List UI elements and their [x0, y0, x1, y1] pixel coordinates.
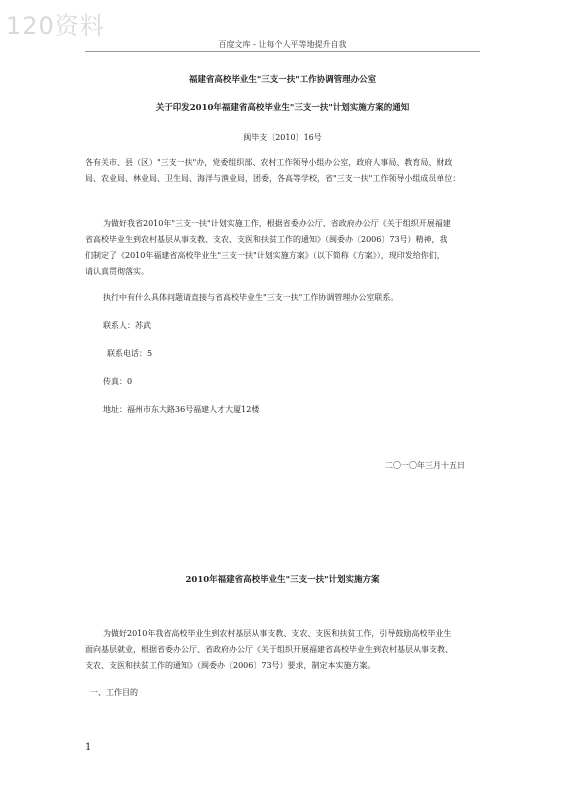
contact-person: 联系人：苏武 [103, 321, 151, 330]
document-number: 闽毕支〔2010〕16号 [243, 133, 322, 142]
body-line: 们制定了《2010年福建省高校毕业生"三支一扶"计划实施方案》（以下简称《方案》），现印发给你们， [85, 251, 445, 260]
addressee-line: 各有关市、县（区）"三支一扶"办，党委组织部、农村工作领导小组办公室，政府人事局、教育局、财政 [85, 158, 453, 167]
fax-number: 传真：0 [103, 377, 133, 386]
page-number: 1 [85, 742, 92, 753]
addressee-line: 局、农业局、林业局、卫生局、海洋与渔业局，团委，各高等学校，省"三支一扶"工作领导小组成员单位： [85, 174, 461, 183]
watermark: 120资料 [6, 12, 105, 40]
notice-title: 关于印发2010年福建省高校毕业生"三支一扶"计划实施方案的通知 [155, 103, 410, 113]
issuer-heading: 福建省高校毕业生"三支一扶"工作协调管理办公室 [188, 75, 377, 85]
contact-note: 执行中有什么具体问题请直接与省高校毕业生"三支一扶"工作协调管理办公室联系。 [103, 293, 399, 302]
contact-phone: 联系电话：5 [107, 349, 153, 358]
section-heading: 一、工作目的 [90, 688, 138, 697]
body-line: 为做好2010年我省高校毕业生到农村基层从事支教、支农、支医和扶贫工作，引导鼓励高校毕业生 [103, 629, 452, 638]
plan-title: 2010年福建省高校毕业生"三支一扶"计划实施方案 [185, 575, 380, 585]
body-line: 支农、支医和扶贫工作的通知》（闽委办〔2006〕73号）要求，制定本实施方案。 [85, 661, 376, 670]
body-line: 请认真贯彻落实。 [85, 267, 149, 276]
address: 地址：福州市东大路36号福建人才大厦12楼 [103, 405, 260, 414]
issue-date: 二〇一〇年三月十五日 [385, 461, 465, 470]
body-line: 面向基层就业，根据省委办公厅、省政府办公厅《关于组织开展福建省高校毕业生到农村基层从事支教、 [85, 645, 453, 654]
page-header: 百度文库 - 让每个人平等地提升自我 [218, 40, 347, 49]
body-line: 为做好我省2010年"三支一扶"计划实施工作，根据省委办公厅、省政府办公厅《关于组织开展福建 [103, 219, 451, 228]
header-rule [85, 51, 480, 52]
body-line: 省高校毕业生到农村基层从事支教、支农、支医和扶贫工作的通知》（闽委办〔2006〕73号）精神，我 [85, 235, 448, 244]
